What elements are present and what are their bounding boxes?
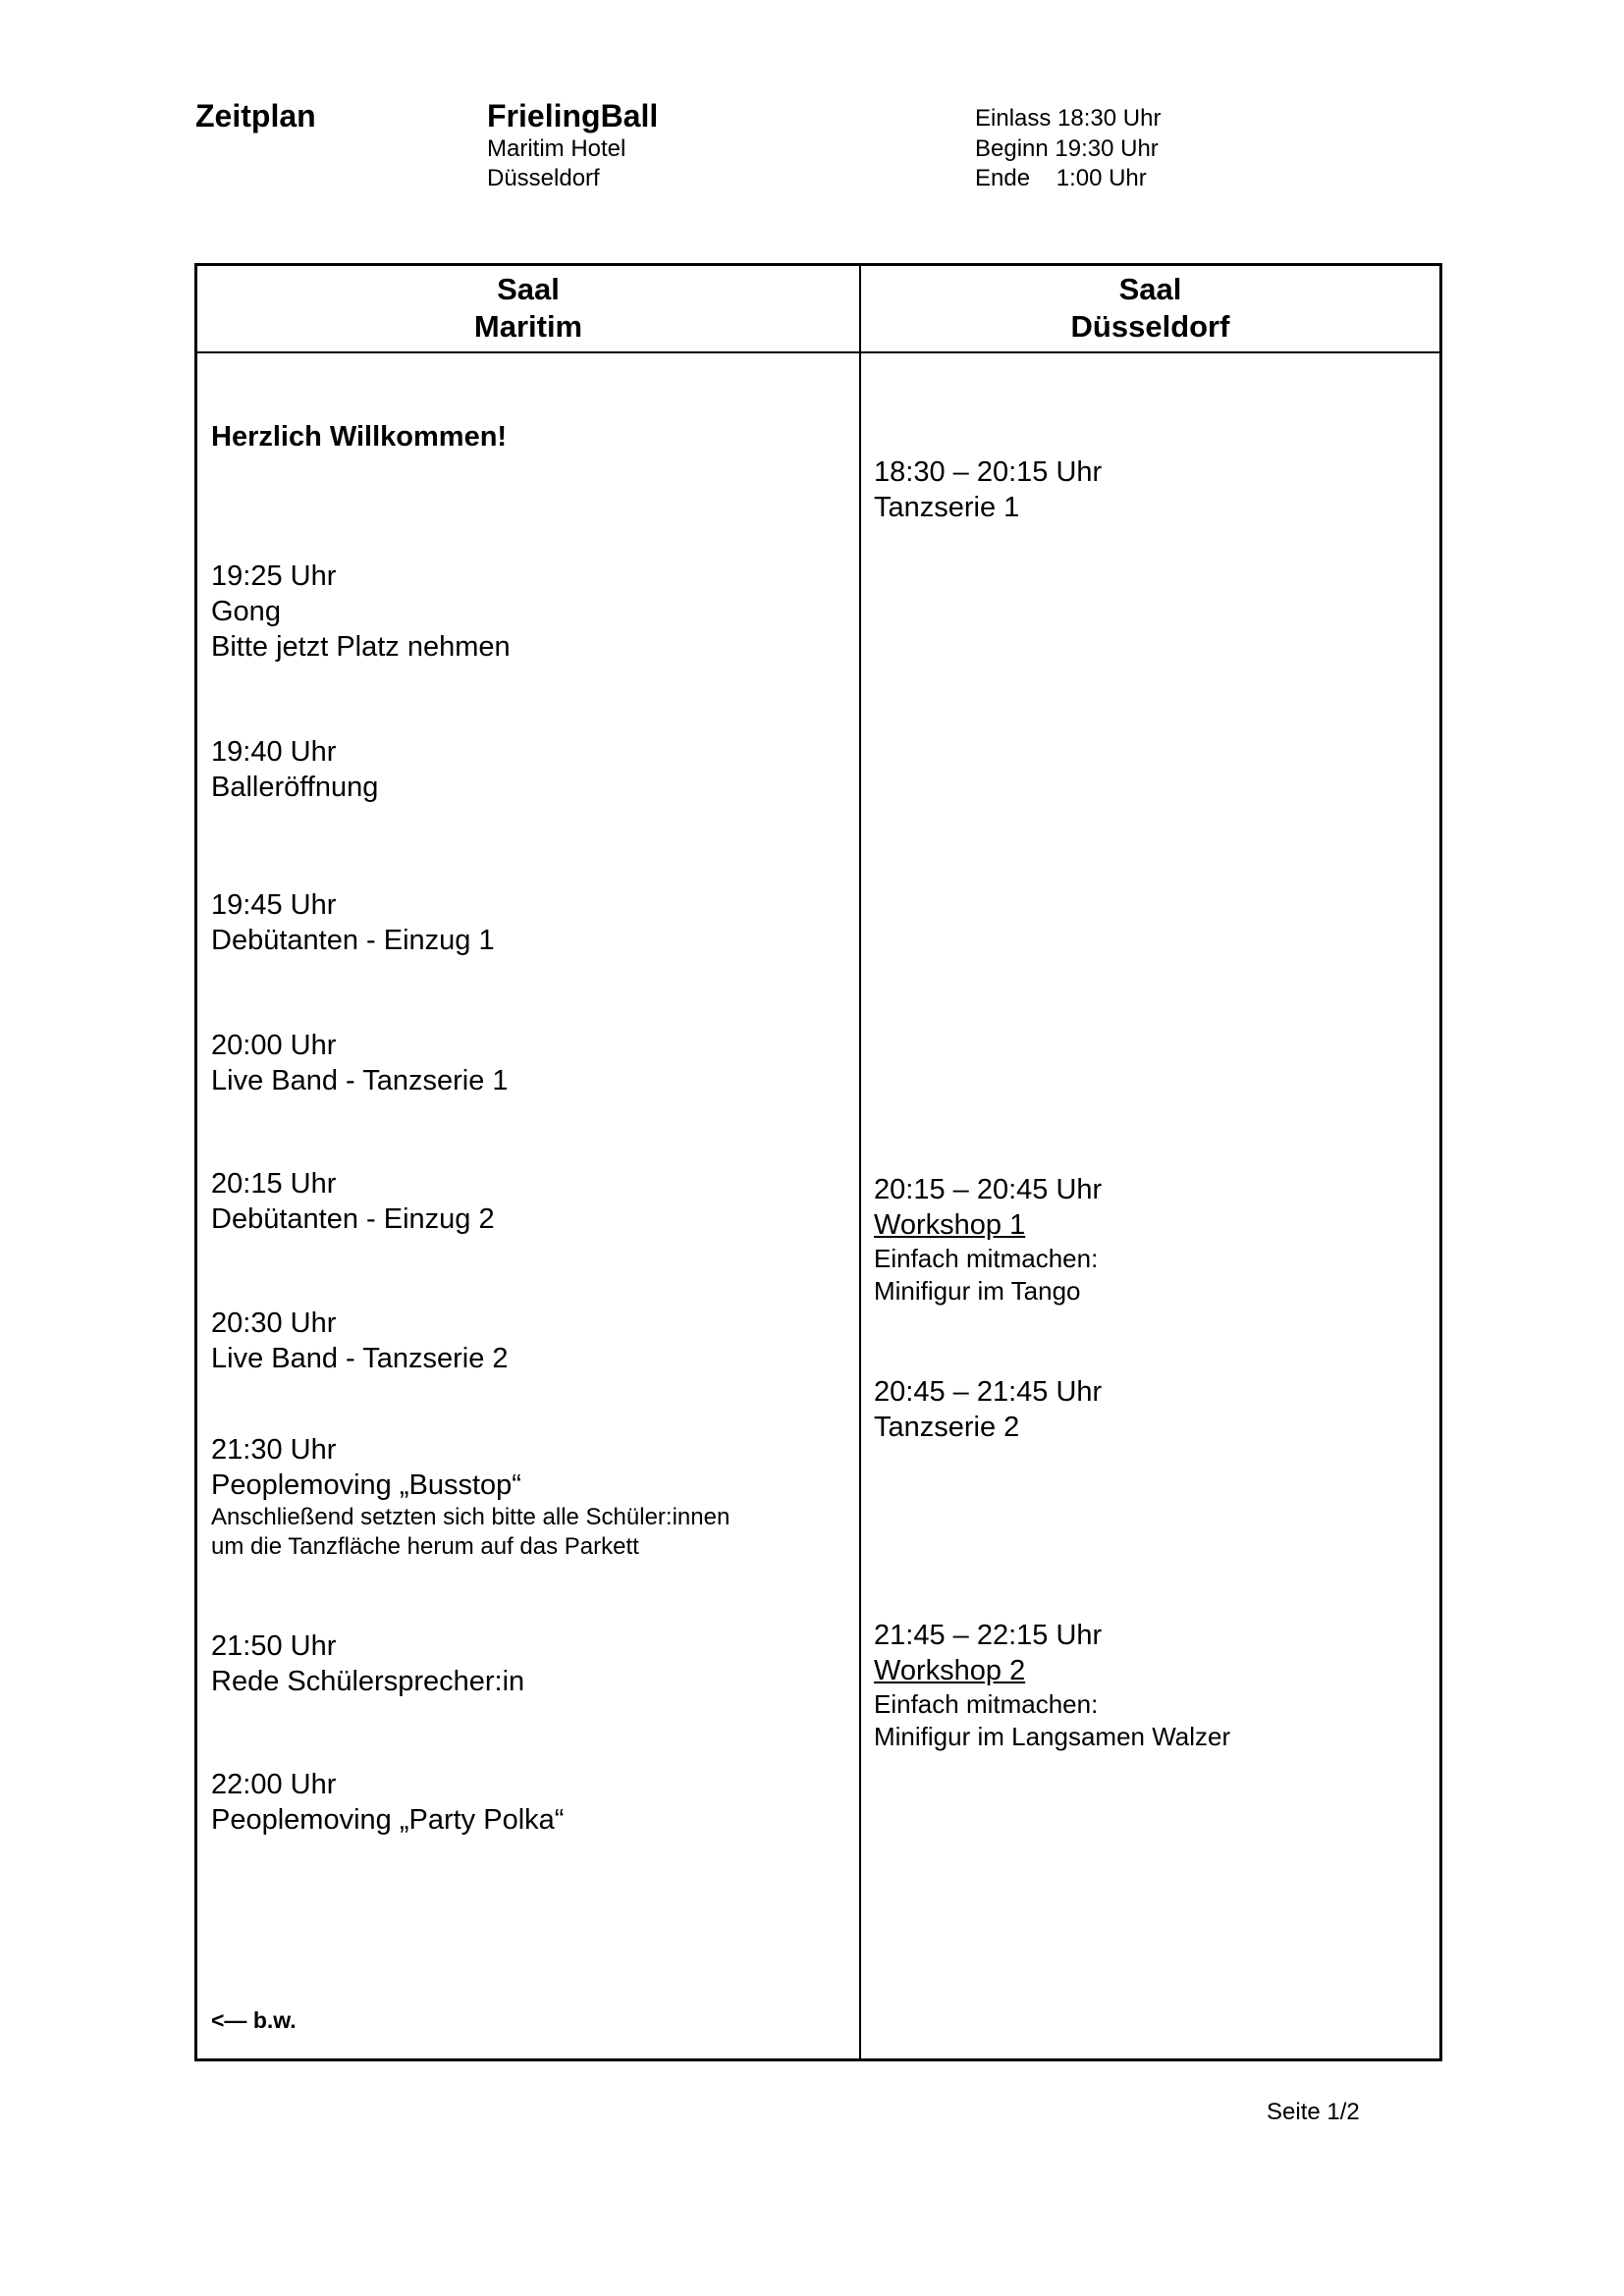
column-header-line: Saal [1118,272,1182,306]
column-header-line: Düsseldorf [1070,309,1230,344]
schedule-entry [211,887,495,958]
event-name: FrielingBall [487,98,659,133]
entry-note: Einfach mitmachen: [874,1244,1099,1273]
entry-title: Debütanten - Einzug 2 [211,1203,495,1235]
entry-time: 20:15 Uhr [211,1168,337,1200]
schedule-entry [211,1767,564,1838]
schedule-entry [211,1028,509,1098]
entry-time: 19:45 Uhr [211,889,337,921]
entry-title: Tanzserie 2 [874,1412,1020,1443]
schedule-entry [211,734,378,805]
entry-time: 20:30 Uhr [211,1308,337,1339]
entry-title: Balleröffnung [211,772,379,803]
entry-title: Workshop 1 [874,1209,1026,1241]
column-divider [859,266,861,2058]
entry-title: Debütanten - Einzug 1 [211,925,495,956]
venue: Maritim Hotel [487,135,626,162]
city: Düsseldorf [487,165,600,191]
header-divider [197,351,1439,353]
time-ende: Ende 1:00 Uhr [975,165,1147,191]
entry-time: 20:45 – 21:45 Uhr [874,1376,1103,1408]
entry-time: 20:00 Uhr [211,1030,337,1061]
entry-note: Einfach mitmachen: [874,1689,1099,1719]
entry-time: 21:50 Uhr [211,1630,337,1662]
column-header-maritim [197,266,859,351]
column-header-line: Maritim [473,309,583,344]
schedule-entry [874,1374,1102,1445]
entry-title: Tanzserie 1 [874,492,1020,523]
schedule-entry [211,1166,495,1237]
entry-time: 19:40 Uhr [211,736,337,768]
entry-note: Bitte jetzt Platz nehmen [211,631,511,663]
entry-title: Live Band - Tanzserie 2 [211,1343,509,1374]
entry-title: Live Band - Tanzserie 1 [211,1065,509,1096]
entry-note: Minifigur im Tango [874,1276,1081,1306]
time-einlass: Einlass 18:30 Uhr [975,105,1162,132]
schedule-entry [211,559,511,665]
page-title: Zeitplan [195,98,316,133]
time-beginn: Beginn 19:30 Uhr [975,135,1159,162]
entry-title: Peoplemoving „Busstop“ [211,1469,521,1501]
entry-title: Gong [211,596,281,627]
welcome-text: Herzlich Willkommen! [211,421,508,453]
schedule-entry [211,1306,509,1376]
entry-note: um die Tanzfläche herum auf das Parkett [211,1533,639,1560]
entry-time: 19:25 Uhr [211,561,337,592]
schedule-entry [874,1172,1102,1308]
entry-title: Rede Schülersprecher:in [211,1666,525,1697]
column-header-line: Saal [497,272,560,306]
entry-note: Anschließend setzten sich bitte alle Schüler:innen [211,1504,731,1530]
column-header-duesseldorf [861,266,1439,351]
page-number: Seite 1/2 [1267,2099,1360,2125]
entry-note: Minifigur im Langsamen Walzer [874,1722,1231,1751]
entry-title: Workshop 2 [874,1655,1026,1686]
continued-note: <— b.w. [211,2007,297,2033]
entry-time: 21:45 – 22:15 Uhr [874,1620,1103,1651]
entry-title: Peoplemoving „Party Polka“ [211,1804,565,1836]
entry-time: 20:15 – 20:45 Uhr [874,1174,1103,1205]
entry-time: 18:30 – 20:15 Uhr [874,456,1103,488]
schedule-entry [874,1618,1230,1753]
schedule-entry [874,454,1102,525]
entry-time: 22:00 Uhr [211,1769,337,1800]
schedule-entry [211,1432,730,1562]
entry-time: 21:30 Uhr [211,1434,337,1466]
schedule-entry [211,1629,524,1699]
